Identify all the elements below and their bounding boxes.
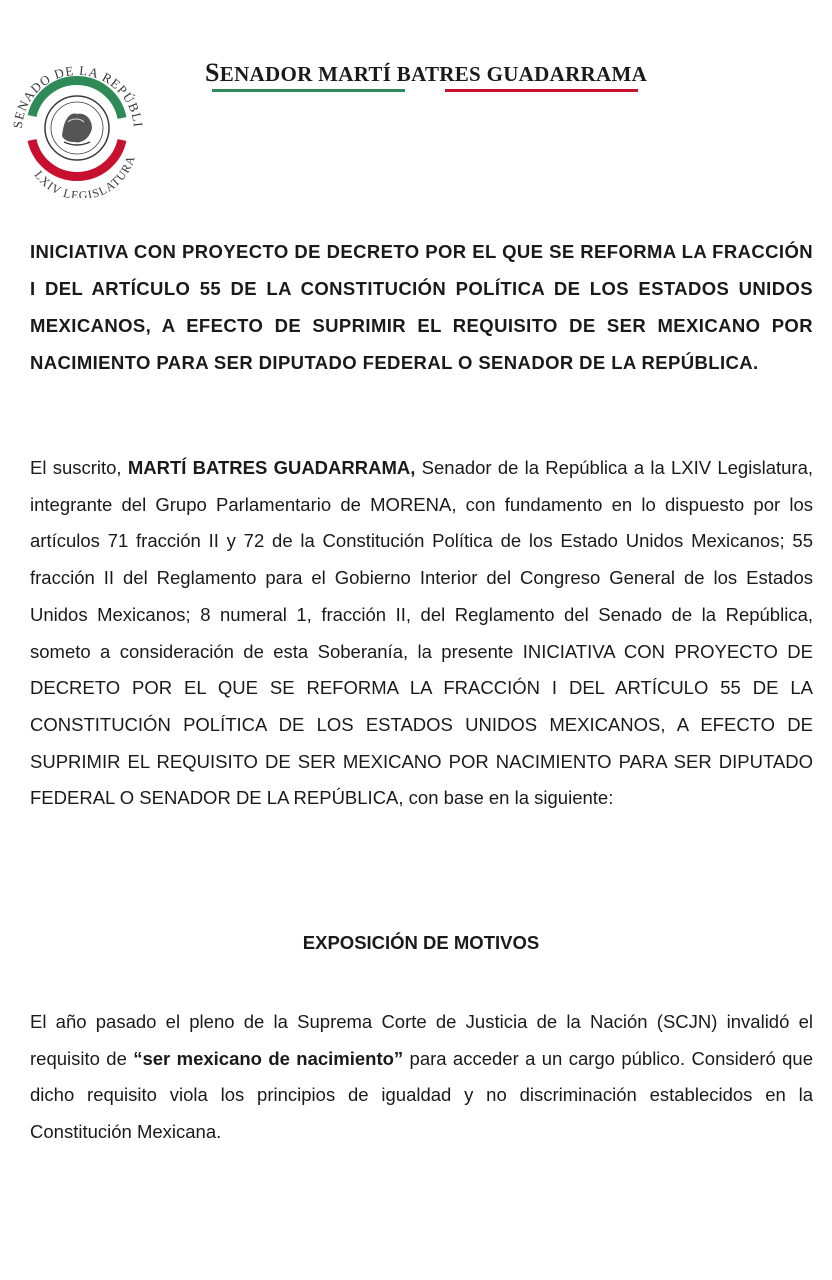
motivos-quote: “ser mexicano de nacimiento”	[133, 1047, 404, 1069]
senator-name-initial: S	[205, 58, 220, 87]
intro-senator-name: MARTÍ BATRES GUADARRAMA,	[127, 457, 416, 478]
seal-arc-top-text: SENADO DE LA REPÚBLI	[9, 62, 147, 130]
senado-seal	[6, 56, 148, 198]
initiative-title: INICIATIVA CON PROYECTO DE DECRETO POR EL QUE SE REFORMA LA FRACCIÓN I DEL ARTÍCULO 55 DE LA CONSTITUCIÓN POLÍTICA DE LOS ESTADOS UNIDOS MEXICANOS, A EFECTO DE SUPRIMIR EL REQUISITO DE SER MEXICANO POR NACIMIENTO PARA SER DIPUTADO FEDERAL O SENADOR DE LA REPÚBLICA.	[30, 241, 813, 373]
header-rule-green	[212, 89, 405, 92]
senado-seal-icon	[6, 56, 148, 198]
intro-paragraph	[30, 450, 813, 817]
motivos-part2: para acceder a un cargo público. Consideró que dicho requisito viola los principios de igualdad y no discriminación establecidos en la Constitución Mexicana.	[30, 1047, 813, 1142]
intro-body: Senador de la República a la LXIV Legislatura, integrante del Grupo Parlamentario de MORENA, con fundamento en lo dispuesto por los artículos 71 fracción II y 72 de la Constitución Política de los Estado Unidos Mexicanos; 55 fracción II del Reglamento para el Gobierno Interior del Congreso General de los Estados Unidos Mexicanos; 8 numeral 1, fracción II, del Reglamento del Senado de la República, someto a consideración de esta Soberanía, la presente INICIATIVA CON PROYECTO DE DECRETO POR EL QUE SE REFORMA LA FRACCIÓN I DEL ARTÍCULO 55 DE LA CONSTITUCIÓN POLÍTICA DE LOS ESTADOS UNIDOS MEXICANOS, A EFECTO DE SUPRIMIR EL REQUISITO DE SER MEXICANO POR NACIMIENTO PARA SER DIPUTADO FEDERAL O SENADOR DE LA REPÚBLICA, con base en la siguiente:	[30, 457, 814, 809]
motivos-paragraph	[30, 1004, 813, 1150]
intro-lead: El suscrito,	[30, 457, 128, 478]
header-rule-red	[445, 89, 638, 92]
motivos-part1: El año pasado el pleno de la Suprema Corte de Justicia de la Nación (SCJN) invalidó el requisito de	[30, 1011, 813, 1069]
seal-arc-bottom-text: LXIV LEGISLATURA	[31, 153, 138, 198]
senator-name-heading	[205, 58, 648, 88]
section-title-motivos: EXPOSICIÓN DE MOTIVOS	[302, 932, 540, 953]
senator-name-rest: ENADOR MARTÍ BATRES GUADARRAMA	[219, 62, 648, 86]
